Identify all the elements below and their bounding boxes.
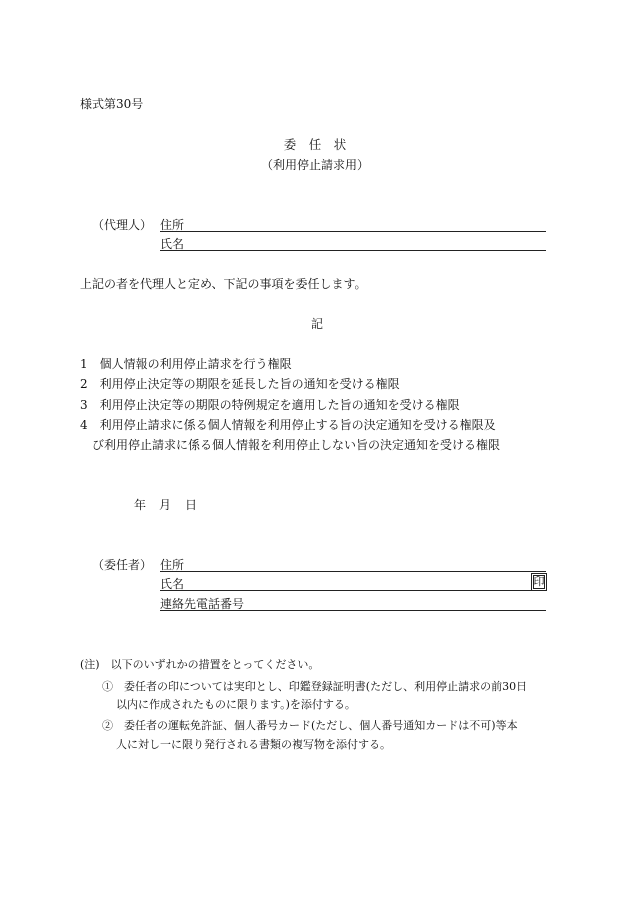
delegation-statement: 上記の者を代理人と定め、下記の事項を委任します。: [80, 277, 367, 291]
list-item: 2 利用停止決定等の期限を延長した旨の通知を受ける権限: [80, 377, 400, 391]
note-2-line-1: ② 委任者の運転免許証、個人番号カード(ただし、個人番号通知カードは不可)等本: [102, 719, 518, 732]
note-1-line-2: 以内に作成されたものに限ります。)を添付する。: [116, 698, 356, 711]
list-item-continuation: び利用停止請求に係る個人情報を利用停止しない旨の決定通知を受ける権限: [92, 438, 501, 452]
principal-phone-line[interactable]: [160, 610, 546, 611]
date-day-label: 日: [185, 498, 198, 512]
list-item: 1 個人情報の利用停止請求を行う権限: [80, 357, 292, 371]
list-item: 3 利用停止決定等の期限の特例規定を適用した旨の通知を受ける権限: [80, 398, 460, 412]
agent-address-label: 住所: [160, 218, 185, 232]
agent-address-line[interactable]: [160, 231, 546, 232]
document-subtitle: （利用停止請求用）: [260, 158, 369, 172]
list-item: 4 利用停止請求に係る個人情報を利用停止する旨の決定通知を受ける権限及: [80, 418, 496, 432]
date-year-label: 年: [134, 498, 147, 512]
seal-mark: 印: [531, 573, 547, 591]
principal-address-label: 住所: [160, 558, 185, 572]
principal-name-label: 氏名: [160, 577, 185, 591]
note-2-line-2: 人に対し一に限り発行される書類の複写物を添付する。: [116, 738, 391, 751]
principal-address-line[interactable]: [160, 571, 546, 572]
agent-name-line[interactable]: [160, 250, 546, 251]
principal-name-line[interactable]: [160, 590, 546, 591]
principal-phone-label: 連絡先電話番号: [160, 597, 245, 611]
document-title: 委 任 状: [283, 137, 347, 152]
principal-role-label: （委任者）: [92, 558, 153, 572]
agent-role-label: （代理人）: [92, 218, 153, 232]
agent-name-label: 氏名: [160, 237, 185, 251]
date-month-label: 月: [159, 498, 172, 512]
notes-header: (注) 以下のいずれかの措置をとってください。: [80, 658, 320, 671]
form-number: 様式第30号: [80, 97, 144, 111]
note-1-line-1: ① 委任者の印については実印とし、印鑑登録証明書(ただし、利用停止請求の前30日: [102, 680, 528, 693]
ki-label: 記: [311, 317, 324, 331]
